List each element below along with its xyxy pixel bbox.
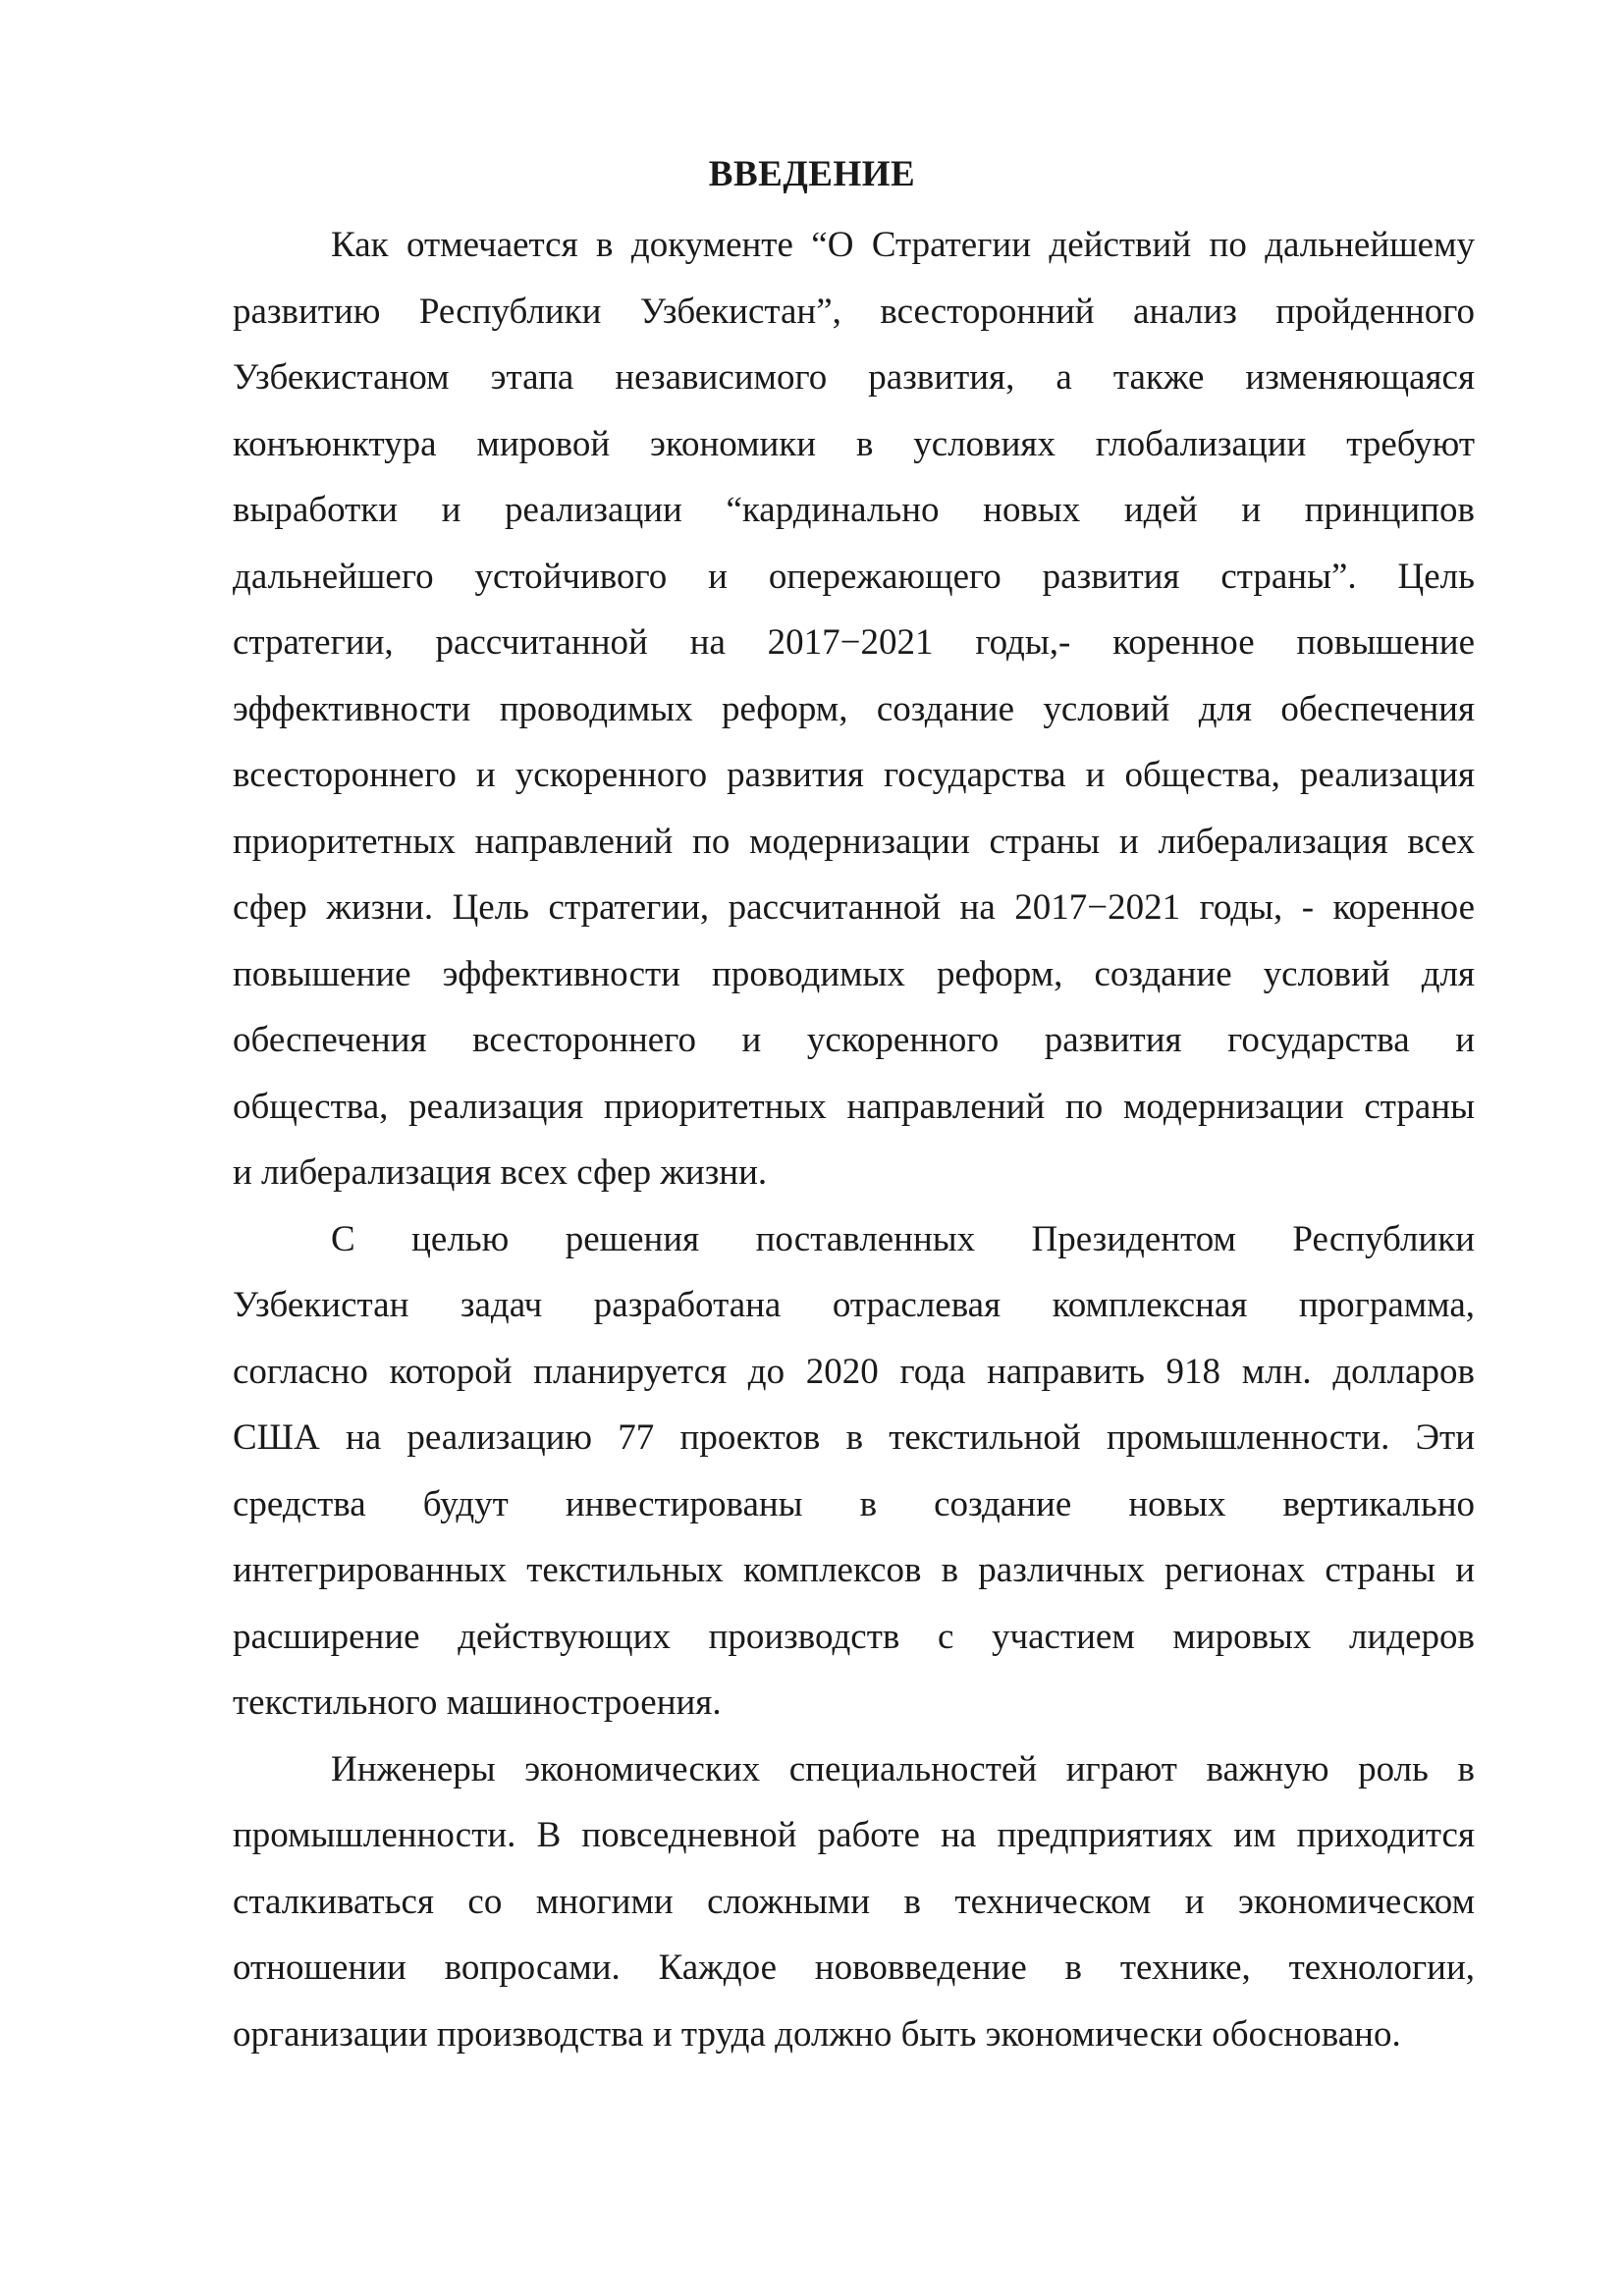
text-line: выработки и реализации “кардинально новых идей и принципов: [233, 490, 1475, 530]
text-line: сфер жизни. Цель стратегии, рассчитанной на 2017−2021 годы, - коренное: [233, 887, 1475, 928]
page-title: ВВЕДЕНИЕ: [708, 154, 916, 194]
text-line: дальнейшего устойчивого и опережающего развития страны”. Цель: [233, 556, 1475, 597]
text-line: С целью решения поставленных Президентом Республики: [331, 1218, 1475, 1259]
text-line: приоритетных направлений по модернизации страны и либерализация всех: [233, 821, 1475, 862]
text-line: промышленности. В повседневной работе на предприятиях им приходится: [233, 1815, 1475, 1855]
text-line: отношении вопросами. Каждое нововведение в технике, технологии,: [233, 1948, 1475, 1988]
text-line: сталкиваться со многими сложными в техническом и экономическом: [233, 1881, 1475, 1922]
text-line: расширение действующих производств с участием мировых лидеров: [233, 1616, 1475, 1657]
text-line: текстильного машиностроения.: [233, 1682, 722, 1723]
text-line: средства будут инвестированы в создание новых вертикально: [233, 1483, 1475, 1524]
text-line: США на реализацию 77 проектов в текстильной промышленности. Эти: [233, 1417, 1475, 1458]
text-line: согласно которой планируется до 2020 года направить 918 млн. долларов: [233, 1351, 1475, 1392]
text-line: Инженеры экономических специальностей играют важную роль в: [331, 1748, 1475, 1789]
text-line: всестороннего и ускоренного развития государства и общества, реализация: [233, 755, 1475, 795]
text-line: общества, реализация приоритетных направлений по модернизации страны: [233, 1086, 1475, 1127]
text-line: конъюнктура мировой экономики в условиях глобализации требуют: [233, 423, 1475, 464]
text-line: развитию Республики Узбекистан”, всесторонний анализ пройденного: [233, 291, 1475, 332]
text-line: интегрированных текстильных комплексов в различных регионах страны и: [233, 1550, 1475, 1590]
text-line: организации производства и труда должно быть экономически обосновано.: [233, 2013, 1401, 2055]
text-line: стратегии, рассчитанной на 2017−2021 годы,- коренное повышение: [233, 622, 1475, 663]
text-line: Как отмечается в документе “О Стратегии действий по дальнейшему: [331, 225, 1475, 265]
paragraph: [233, 1736, 1475, 2068]
paragraph: [233, 1206, 1475, 1736]
paragraph: [233, 212, 1475, 1206]
text-line: повышение эффективности проводимых реформ, создание условий для: [233, 953, 1475, 994]
text-line: эффективности проводимых реформ, создание условий для обеспечения: [233, 688, 1475, 729]
text-line: Узбекистаном этапа независимого развития, а также изменяющаяся: [233, 357, 1475, 398]
text-line: Узбекистан задач разработана отраслевая комплексная программа,: [233, 1285, 1475, 1325]
text-line: обеспечения всестороннего и ускоренного развития государства и: [233, 1020, 1475, 1060]
text-line: и либерализация всех сфер жизни.: [233, 1152, 768, 1193]
body-text: [233, 212, 1475, 2067]
